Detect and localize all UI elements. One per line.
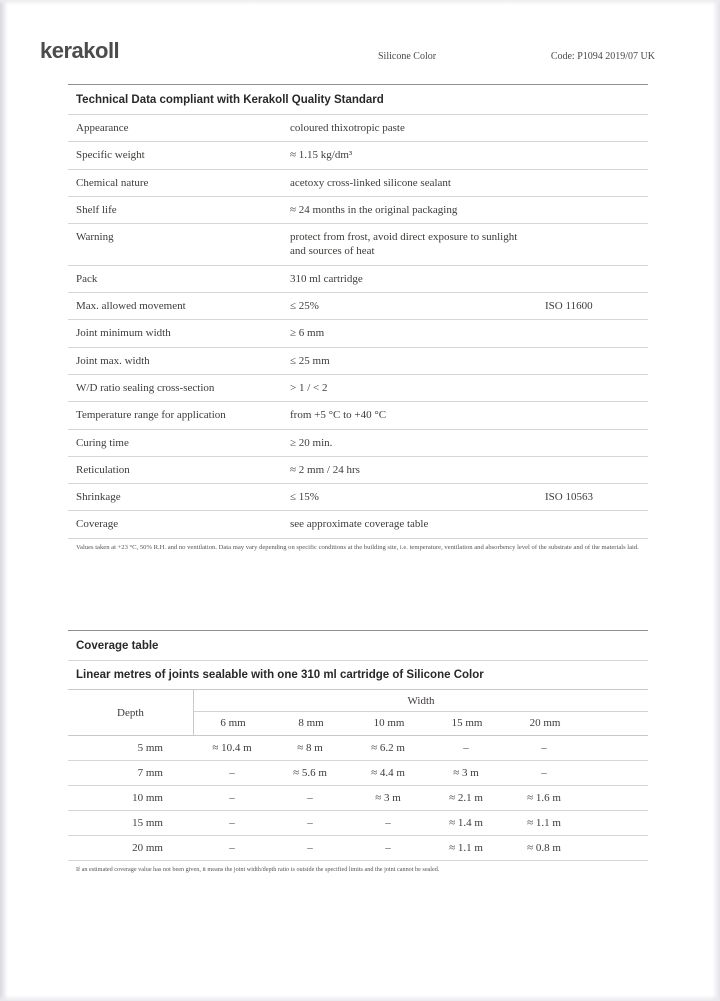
coverage-cell: ≈ 6.2 m xyxy=(371,742,405,754)
table-row xyxy=(68,265,648,292)
width-header-cell: Width xyxy=(194,690,648,712)
coverage-cell: – xyxy=(541,742,547,754)
depth-cell: 15 mm xyxy=(132,817,163,829)
row-value: protect from frost, avoid direct exposure to sunlight and sources of heat xyxy=(290,231,518,258)
row-label: Pack xyxy=(76,272,98,285)
row-value: ≥ 20 min. xyxy=(290,436,333,449)
coverage-cell: ≈ 4.4 m xyxy=(371,767,405,779)
coverage-cell: ≈ 3 m xyxy=(453,767,479,779)
column-header: 20 mm xyxy=(529,717,561,729)
coverage-cell: ≈ 1.4 m xyxy=(449,817,483,829)
depth-cell: 5 mm xyxy=(137,742,163,754)
row-label: Coverage xyxy=(76,518,119,531)
coverage-cell: – xyxy=(229,817,235,829)
table-row xyxy=(68,401,648,428)
coverage-cell: – xyxy=(229,842,235,854)
table-row xyxy=(68,510,648,537)
product-name: Silicone Color xyxy=(378,51,437,62)
row-value: ≤ 15% xyxy=(290,491,319,504)
table-row xyxy=(68,761,648,786)
coverage-cell: – xyxy=(307,792,313,804)
coverage-cell: ≈ 1.1 m xyxy=(527,817,561,829)
row-label: Chemical nature xyxy=(76,176,149,189)
row-label: Temperature range for application xyxy=(76,409,226,422)
row-label: Joint minimum width xyxy=(76,327,171,340)
coverage-cell: – xyxy=(385,842,391,854)
coverage-cell: ≈ 1.1 m xyxy=(449,842,483,854)
column-header: 10 mm xyxy=(373,717,405,729)
table-row xyxy=(68,836,648,861)
column-header: 6 mm xyxy=(220,717,246,729)
technical-data-table xyxy=(68,114,648,539)
row-label: Joint max. width xyxy=(76,354,150,367)
row-value: ≈ 2 mm / 24 hrs xyxy=(290,463,360,476)
row-value: ≈ 1.15 kg/dm³ xyxy=(290,149,353,162)
row-label: Warning xyxy=(76,231,114,244)
depth-cell: 20 mm xyxy=(132,842,163,854)
kerakoll-logo: kerakoll xyxy=(40,38,120,63)
table-row xyxy=(68,736,648,761)
coverage-section xyxy=(68,630,648,875)
row-value: 310 ml cartridge xyxy=(290,272,363,285)
table-row xyxy=(68,169,648,196)
table-row xyxy=(68,114,648,141)
technical-data-title: Technical Data compliant with Kerakoll Quality Standard xyxy=(76,94,384,106)
coverage-table-header xyxy=(68,689,648,736)
document-code: Code: P1094 2019/07 UK xyxy=(550,51,655,62)
row-standard: ISO 11600 xyxy=(545,300,593,313)
row-label: Shelf life xyxy=(76,203,117,216)
table-row xyxy=(68,786,648,811)
table-row xyxy=(68,319,648,346)
coverage-cell: ≈ 2.1 m xyxy=(449,792,483,804)
row-label: Appearance xyxy=(76,122,129,134)
row-label: Max. allowed movement xyxy=(76,300,186,313)
technical-footnote: Values taken at +23 °C, 50% R.H. and no ventilation. Data may vary depending on specific conditions at the building site, i.e. temperature, ventilation and absorbency level of the substrate and of the materials laid. xyxy=(76,543,639,551)
table-row xyxy=(68,141,648,168)
row-value: ≤ 25% xyxy=(290,300,319,313)
coverage-cell: – xyxy=(385,817,391,829)
row-value: ≈ 24 months in the original packaging xyxy=(290,203,458,216)
table-row xyxy=(68,223,648,265)
coverage-cell: ≈ 8 m xyxy=(297,742,323,754)
coverage-cell: – xyxy=(307,817,313,829)
coverage-footnote: If an estimated coverage value has not been given, it means the joint width/depth ratio is outside the specified limits and the joint cannot be sealed. xyxy=(76,866,440,873)
coverage-cell: – xyxy=(541,767,547,779)
row-value: from +5 °C to +40 °C xyxy=(290,409,387,422)
table-row xyxy=(68,811,648,836)
coverage-cell: – xyxy=(229,792,235,804)
row-value: see approximate coverage table xyxy=(290,518,429,531)
row-label: Specific weight xyxy=(76,149,145,162)
coverage-cell: ≈ 10.4 m xyxy=(212,742,252,754)
width-header-area xyxy=(194,690,648,735)
technical-data-section xyxy=(68,84,648,553)
column-header: 8 mm xyxy=(298,717,324,729)
document-header xyxy=(40,38,655,68)
coverage-table-title: Coverage table xyxy=(76,640,159,652)
table-row xyxy=(68,429,648,456)
coverage-cell: ≈ 0.8 m xyxy=(527,842,561,854)
table-row xyxy=(68,374,648,401)
coverage-cell: ≈ 3 m xyxy=(375,792,401,804)
coverage-cell: ≈ 1.6 m xyxy=(527,792,561,804)
table-row xyxy=(68,347,648,374)
row-label: Reticulation xyxy=(76,463,130,476)
coverage-cell: ≈ 5.6 m xyxy=(293,767,327,779)
row-label: Shrinkage xyxy=(76,491,121,504)
row-label: Curing time xyxy=(76,436,129,449)
depth-cell: 7 mm xyxy=(137,767,163,779)
coverage-cell: – xyxy=(229,767,235,779)
row-value: > 1 / < 2 xyxy=(290,381,328,394)
table-row xyxy=(68,456,648,483)
row-value: coloured thixotropic paste xyxy=(290,122,405,134)
table-row xyxy=(68,292,648,319)
row-label: W/D ratio sealing cross-section xyxy=(76,381,215,394)
row-value: acetoxy cross-linked silicone sealant xyxy=(290,176,451,189)
row-value: ≥ 6 mm xyxy=(290,327,325,340)
coverage-subtitle: Linear metres of joints sealable with one 310 ml cartridge of Silicone Color xyxy=(76,669,484,681)
row-value: ≤ 25 mm xyxy=(290,354,330,367)
row-standard: ISO 10563 xyxy=(545,491,593,504)
column-header: 15 mm xyxy=(451,717,483,729)
depth-cell: 10 mm xyxy=(132,792,163,804)
coverage-cell: – xyxy=(463,742,469,754)
coverage-table xyxy=(68,689,648,861)
coverage-cell: – xyxy=(307,842,313,854)
table-row xyxy=(68,483,648,510)
table-row xyxy=(68,196,648,223)
depth-header-cell: Depth xyxy=(68,690,194,735)
width-column-labels xyxy=(194,712,648,735)
